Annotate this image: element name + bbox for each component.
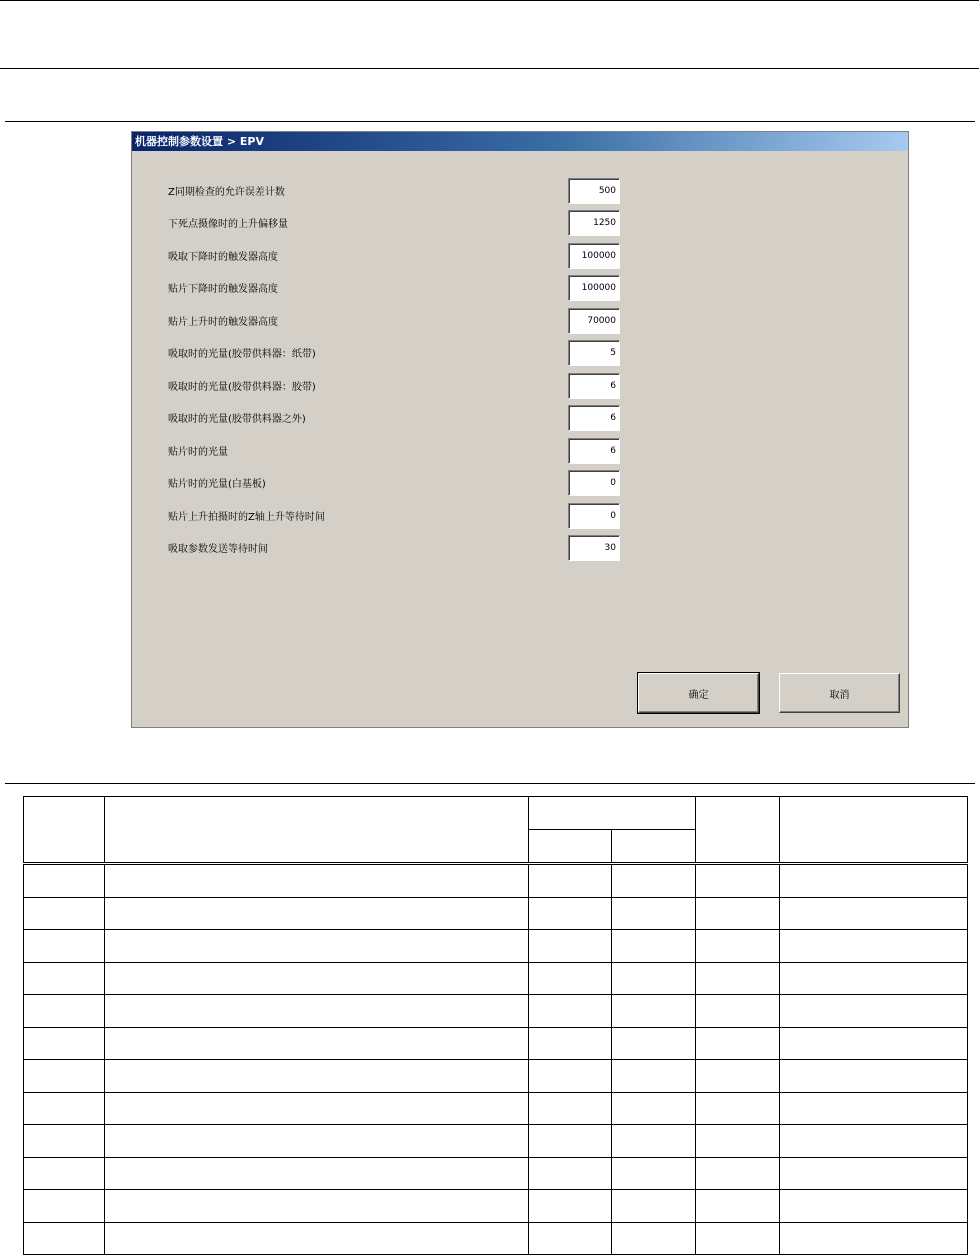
table-row [24,864,968,898]
param-row [132,243,908,269]
param-dialog [131,131,909,728]
param-label: Z同期检查的允许误差计数 [168,187,285,198]
param-input[interactable] [568,535,620,561]
param-input[interactable] [568,275,620,301]
parameter-table [23,796,968,1255]
table-row [24,1157,968,1190]
table-top-rule [5,783,975,784]
header-cell [780,797,968,864]
header-cell [529,830,612,864]
header-cell [105,797,529,864]
param-label: 吸取下降时的触发器高度 [168,252,278,263]
param-row [132,178,908,204]
param-label: 吸取时的光量(胶带供料器：胶带) [168,382,316,393]
param-input[interactable] [568,405,620,431]
param-row [132,405,908,431]
table-header-row [24,797,968,830]
dialog-title: 机器控制参数设置 > EPV [132,132,908,151]
table-row [24,1125,968,1158]
table-row [24,962,968,995]
table-row [24,1190,968,1223]
table-row [24,995,968,1028]
param-row [132,438,908,464]
header-cell [612,830,696,864]
header-cell [529,797,696,830]
param-label: 贴片上升时的触发器高度 [168,317,278,328]
param-label: 贴片时的光量(白基板) [168,479,266,490]
param-label: 贴片上升拍摄时的Z轴上升等待时间 [168,512,325,523]
param-input[interactable] [568,210,620,236]
param-row [132,275,908,301]
header-cell [24,797,105,864]
table-row [24,930,968,963]
table-row [24,1092,968,1125]
param-input[interactable] [568,438,620,464]
param-row [132,503,908,529]
top-rule [0,0,979,1]
table-row [24,1222,968,1255]
param-label: 贴片下降时的触发器高度 [168,284,278,295]
param-row [132,308,908,334]
header-rule [0,68,979,69]
ok-button[interactable]: 确定 [638,673,759,713]
param-row [132,210,908,236]
param-label: 贴片时的光量 [168,447,228,458]
param-input[interactable] [568,503,620,529]
table-row [24,1060,968,1093]
param-label: 下死点摄像时的上升偏移量 [168,219,288,230]
header-cell [696,797,780,864]
param-input[interactable] [568,308,620,334]
param-input[interactable] [568,470,620,496]
table-row [24,1027,968,1060]
param-label: 吸取时的光量(胶带供料器之外) [168,414,306,425]
param-input[interactable] [568,373,620,399]
param-input[interactable] [568,178,620,204]
param-row [132,340,908,366]
param-input[interactable] [568,340,620,366]
param-label: 吸取时的光量(胶带供料器：纸带) [168,349,316,360]
cancel-button[interactable]: 取消 [779,673,900,713]
param-row [132,470,908,496]
param-row [132,535,908,561]
section-rule [5,121,975,122]
param-row [132,373,908,399]
param-input[interactable] [568,243,620,269]
param-label: 吸取参数发送等待时间 [168,544,268,555]
table-row [24,897,968,930]
